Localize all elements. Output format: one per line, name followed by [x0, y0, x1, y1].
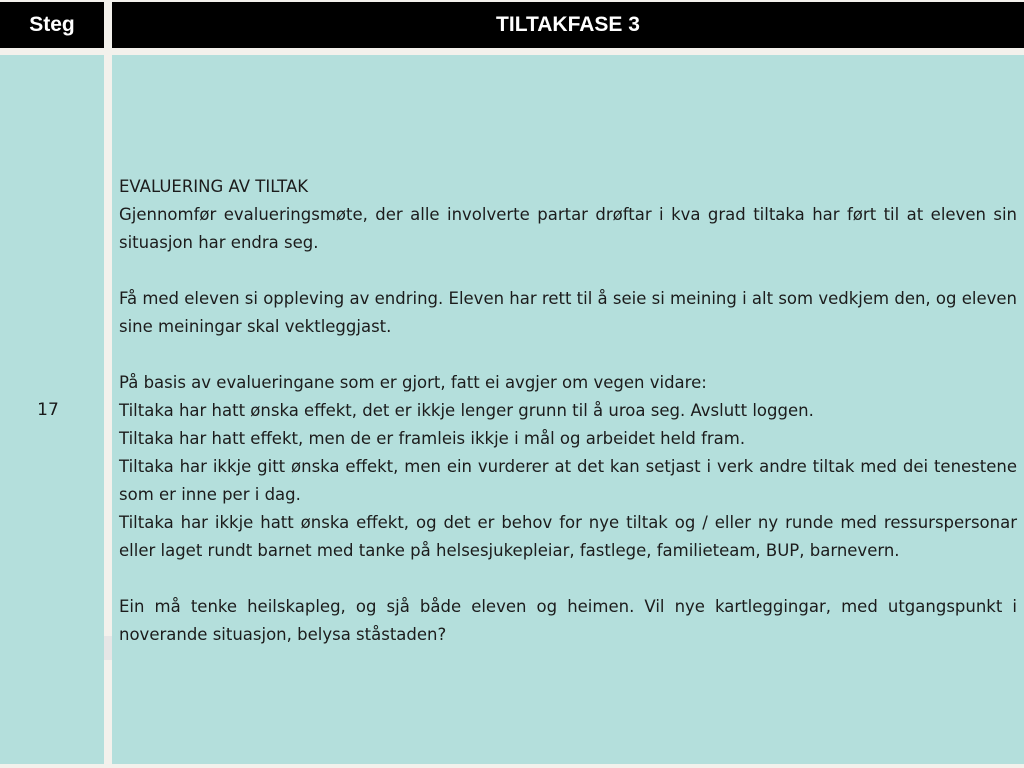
section-heading: EVALUERING AV TILTAK	[119, 177, 309, 196]
step-number: 17	[37, 399, 59, 420]
spacer	[119, 565, 1017, 593]
spacer	[119, 257, 1017, 285]
paragraph-holistic: Ein må tenke heilskapleg, og sjå både eleven og heimen. Vil nye kartleggingar, med utgangspunkt i noverande situasjon, belysa ståstaden?	[119, 597, 1017, 644]
decision-option-4: Tiltaka har ikkje hatt ønska effekt, og det er behov for nye tiltak og / eller ny runde med ressurspersonar eller laget rundt barnet med tanke på helsesjukepleiar, fastlege, familieteam, BUP, barnevern.	[119, 513, 1017, 560]
decision-option-2: Tiltaka har hatt effekt, men de er framleis ikkje i mål og arbeidet held fram.	[119, 429, 746, 448]
step-content-cell	[112, 55, 1024, 764]
decision-option-3: Tiltaka har ikkje gitt ønska effekt, men ein vurderer at det kan setjast i verk andre tiltak med dei tenestene som er inne per i dag.	[119, 457, 1017, 504]
paragraph-student-view: Få med eleven si oppleving av endring. Eleven har rett til å seie si meining i alt som vedkjem den, og eleven sine meiningar skal vektleggjast.	[119, 289, 1017, 336]
step-number-cell	[0, 55, 104, 764]
column-divider-shadow	[104, 636, 112, 660]
paragraph-evaluation-meeting: Gjennomfør evalueringsmøte, der alle involverte partar drøftar i kva grad tiltaka har ført til at eleven sin situasjon har endra seg.	[119, 205, 1017, 252]
header-title: TILTAKFASE 3	[112, 2, 1024, 48]
decision-option-1: Tiltaka har hatt ønska effekt, det er ikkje lenger grunn til å uroa seg. Avslutt loggen.	[119, 401, 814, 420]
header-steg: Steg	[0, 2, 104, 48]
paragraph-decision-intro: På basis av evalueringane som er gjort, fatt ei avgjer om vegen vidare:	[119, 373, 707, 392]
step-content	[119, 173, 1017, 649]
spacer	[119, 341, 1017, 369]
